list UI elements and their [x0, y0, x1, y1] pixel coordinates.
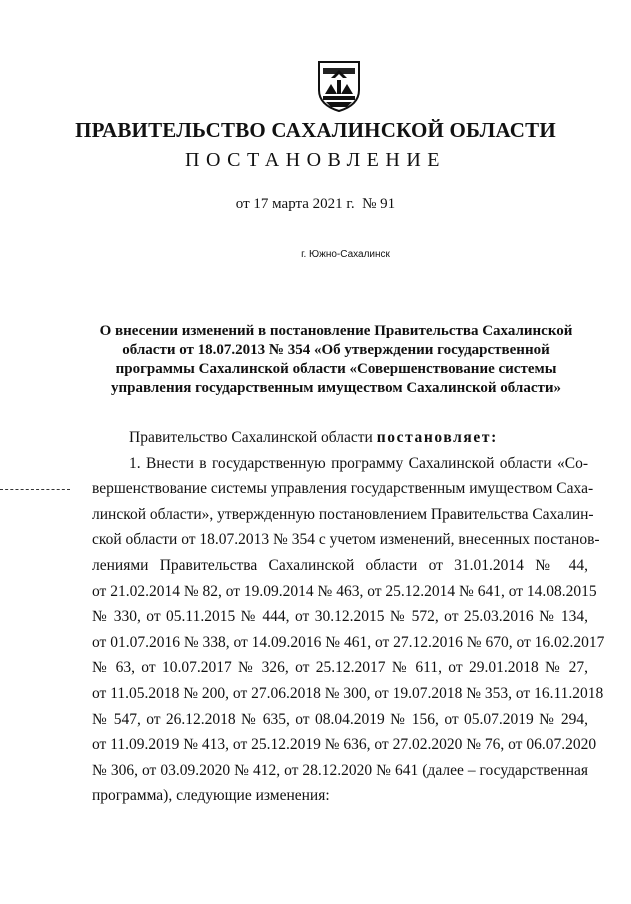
document-date: от 17 марта 2021 г. — [235, 196, 355, 212]
title-line: программы Сахалинской области «Совершенствование системы — [115, 361, 557, 377]
document-title — [95, 322, 577, 398]
body-line: от 01.07.2016 № 338, от 14.09.2016 № 461, от 27.12.2016 № 670, от 16.02.2017 — [92, 633, 605, 651]
body-line: программа), следующие изменения: — [92, 787, 330, 805]
body-line: № 330, от 05.11.2015 № 444, от 30.12.2015 № 572, от 25.03.2016 № 134, — [92, 608, 588, 626]
body-line: ской области от 18.07.2013 № 354 с учетом изменений, внесенных постанов- — [92, 531, 600, 549]
date-line — [0, 196, 631, 213]
document-type: ПОСТАНОВЛЕНИЕ — [185, 149, 446, 171]
preamble — [92, 425, 588, 451]
body-line: от 21.02.2014 № 82, от 19.09.2014 № 463, от 25.12.2014 № 641, от 14.08.2015 — [92, 582, 597, 600]
body-line: № 547, от 26.12.2018 № 635, от 08.04.2019 № 156, от 05.07.2019 № 294, — [92, 710, 588, 728]
margin-dash-mark — [0, 489, 70, 491]
preamble-emphasis: постановляет: — [376, 429, 498, 446]
title-line: управления государственным имуществом Сахалинской области» — [111, 380, 561, 396]
city-name: г. Южно-Сахалинск — [301, 249, 390, 260]
document-number: № 91 — [362, 196, 396, 212]
body-line: вершенствование системы управления государственным имуществом Саха- — [92, 480, 594, 498]
body-line: 1. Внести в государственную программу Сахалинской области «Со- — [129, 454, 588, 472]
body-line: лениями Правительства Сахалинской области от 31.01.2014 № 44, — [92, 556, 588, 574]
body-line: № 63, от 10.07.2017 № 326, от 25.12.2017 № 611, от 29.01.2018 № 27, — [92, 659, 588, 677]
title-line: О внесении изменений в постановление Правительства Сахалинской — [99, 323, 573, 339]
body-line: от 11.05.2018 № 200, от 27.06.2018 № 300, от 19.07.2018 № 353, от 16.11.2018 — [92, 684, 604, 702]
body-line: № 306, от 03.09.2020 № 412, от 28.12.2020 № 641 (далее – государственная — [92, 761, 588, 779]
coat-of-arms-icon — [317, 60, 361, 112]
organization-name: ПРАВИТЕЛЬСТВО САХАЛИНСКОЙ ОБЛАСТИ — [75, 118, 556, 142]
body-line: от 11.09.2019 № 413, от 25.12.2019 № 636, от 27.02.2020 № 76, от 06.07.2020 — [92, 736, 597, 754]
title-line: области от 18.07.2013 № 354 «Об утверждении государственной — [122, 342, 550, 358]
body-line: линской области», утвержденную постановлением Правительства Сахалин- — [92, 505, 594, 523]
preamble-text: Правительство Сахалинской области — [129, 429, 377, 446]
document-body — [92, 425, 605, 809]
